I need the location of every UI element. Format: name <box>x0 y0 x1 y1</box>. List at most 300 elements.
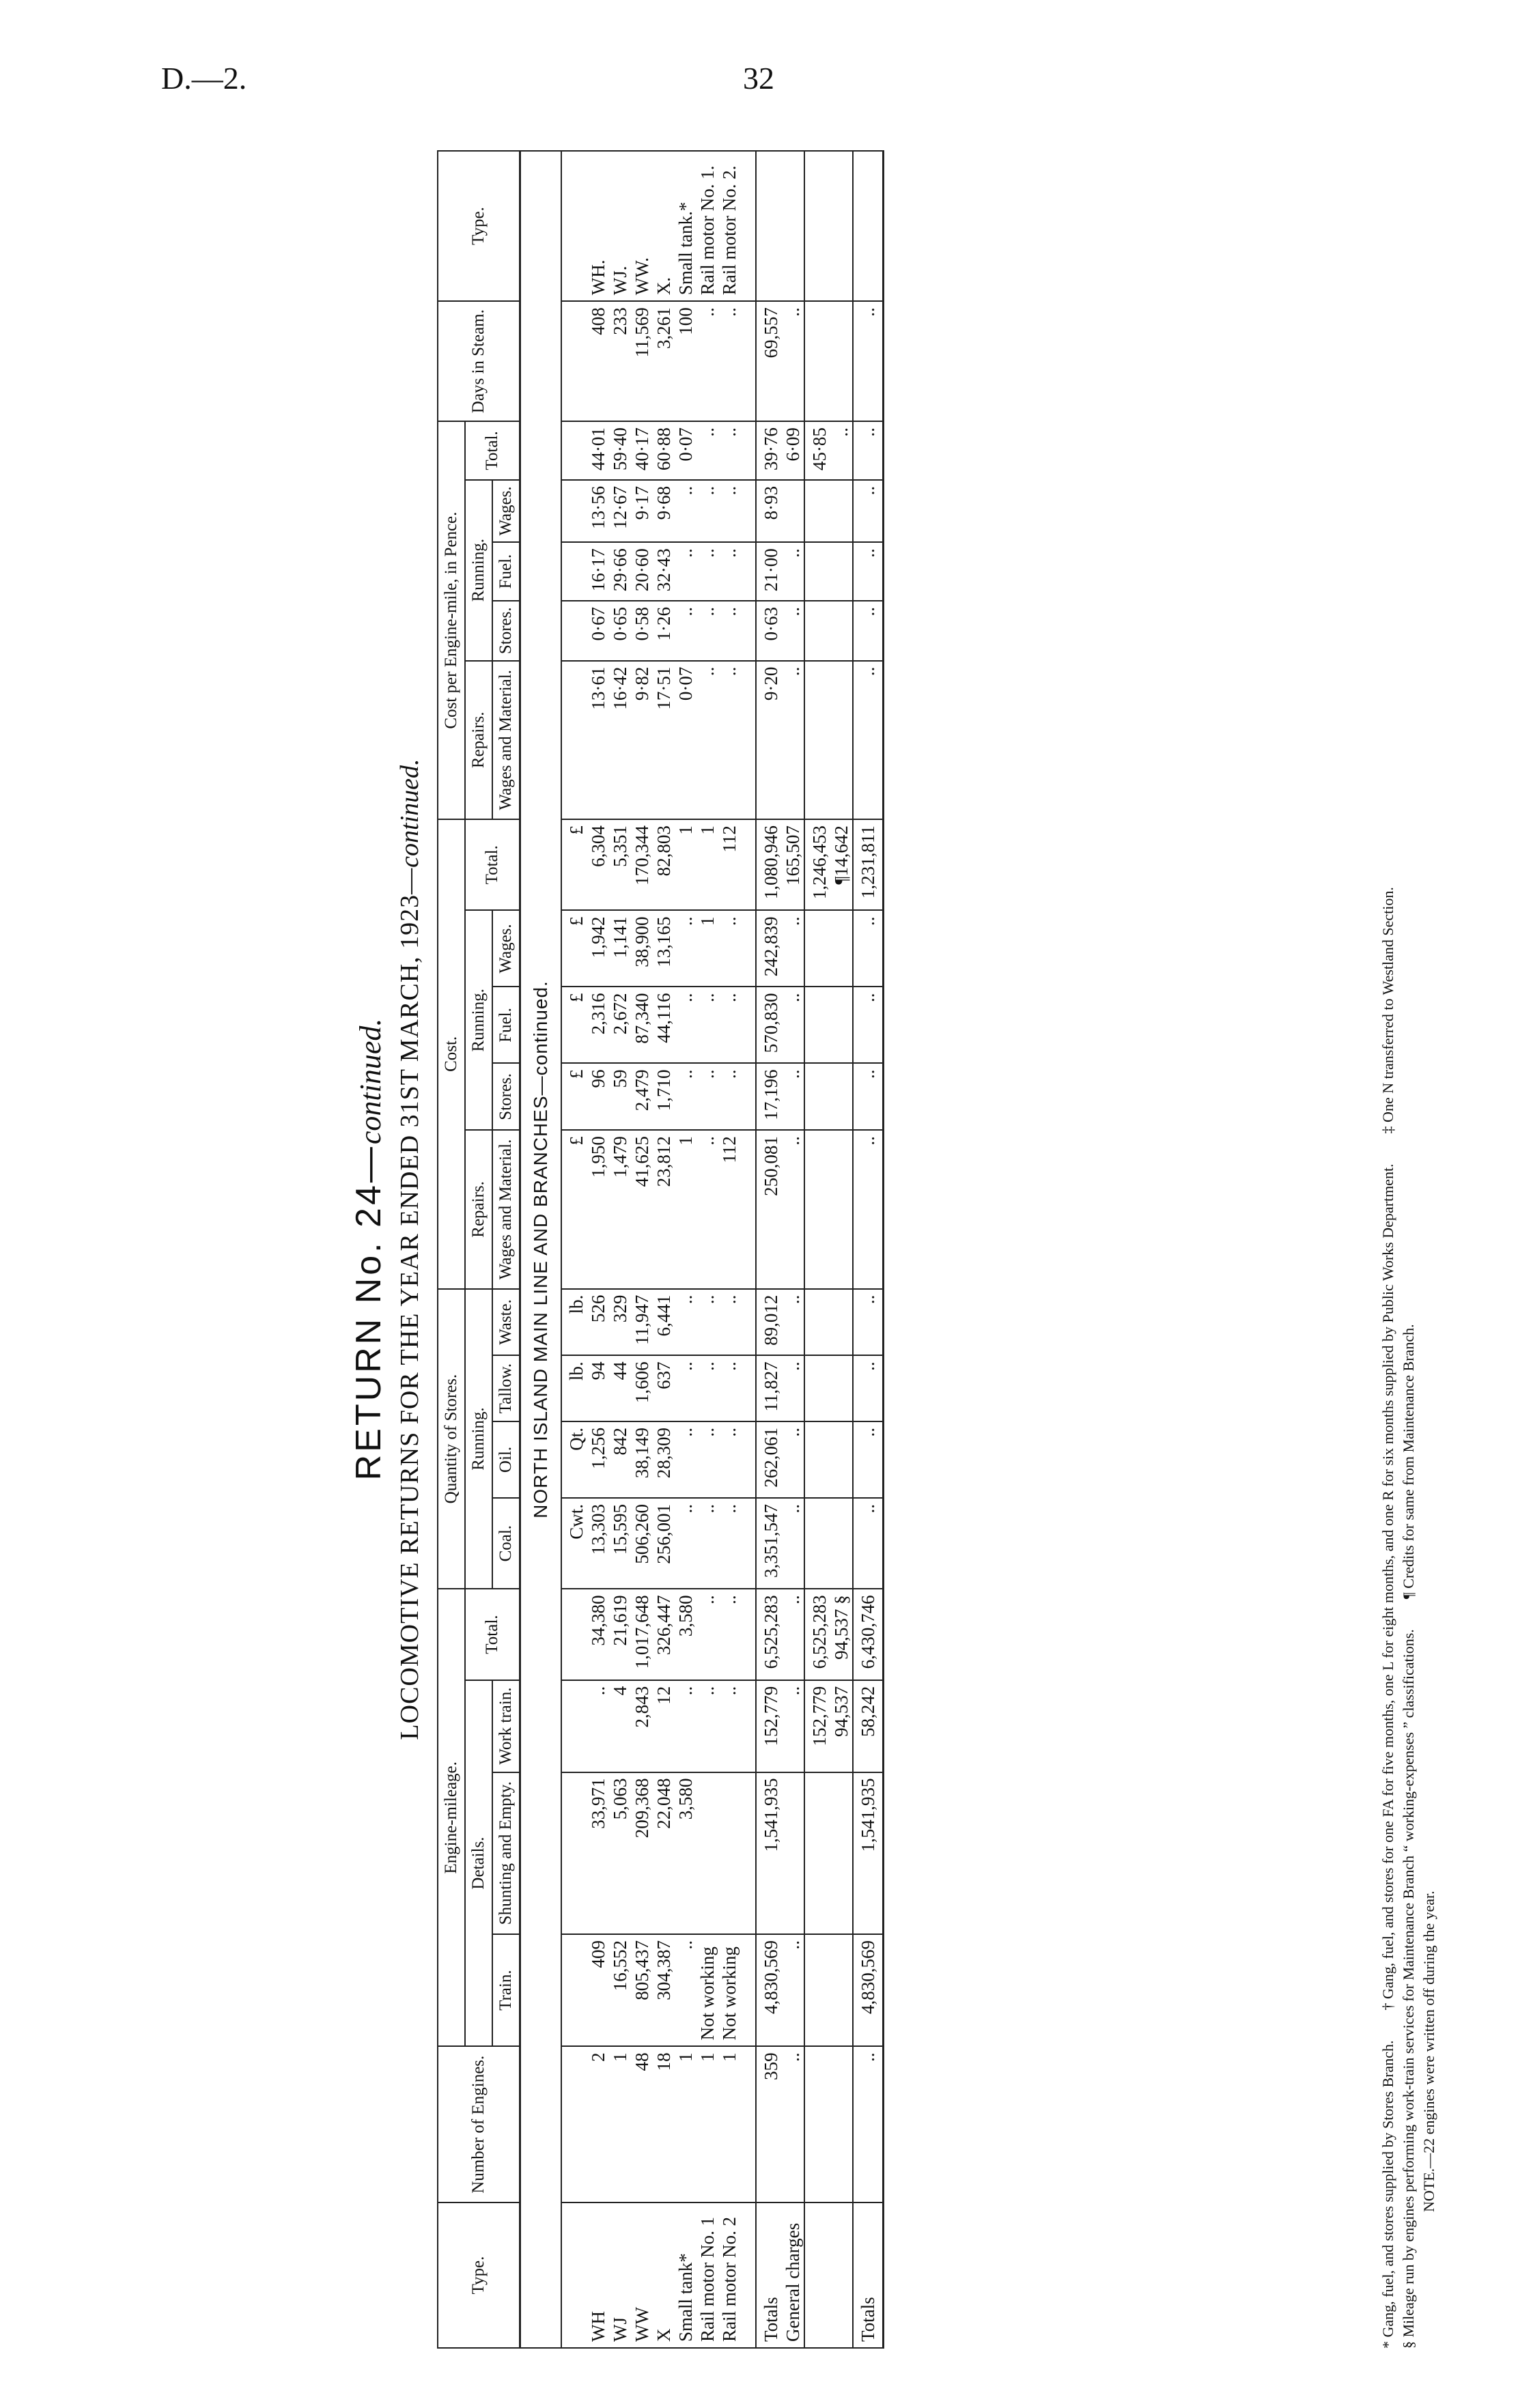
cell-oil: 842 <box>609 1421 631 1498</box>
cell-coal: .. <box>696 1498 718 1589</box>
cell-work: 2,843 <box>631 1680 653 1772</box>
col-cost-wages-material: Wages and Material. <box>492 1130 520 1289</box>
cell-c-sto: 1,710 <box>653 1063 675 1130</box>
return-subtitle <box>395 123 425 2376</box>
final-c-wag: .. <box>853 911 884 987</box>
cell-oil: .. <box>675 1421 696 1498</box>
cell-days: .. <box>696 301 718 421</box>
cell-p-wag: .. <box>675 480 696 542</box>
cell-total: 1,017,648 <box>631 1589 653 1680</box>
cell-waste: .. <box>675 1289 696 1356</box>
cell-tallow: .. <box>696 1355 718 1421</box>
totals-p-rep: 9·20 <box>756 661 782 820</box>
cell-type: Rail motor No. 2 <box>718 2202 740 2348</box>
col-stores-running: Running. <box>465 1289 492 1589</box>
table-row <box>675 151 696 2348</box>
final-total: 6,430,746 <box>853 1589 884 1680</box>
cell-c-fuel: 2,316 <box>587 987 609 1063</box>
general-tallow: .. <box>782 1355 804 1421</box>
cell-tallow: .. <box>718 1355 740 1421</box>
totals-tallow: 11,827 <box>756 1355 782 1421</box>
unit-cell <box>561 661 587 820</box>
final-p-fuel: .. <box>853 542 884 601</box>
cell-c-tot: 82,803 <box>653 819 675 910</box>
totals-waste: 89,012 <box>756 1289 782 1356</box>
cell-c-wag: 13,165 <box>653 911 675 987</box>
subtotal-c-tot-a: 1,246,453 <box>804 819 830 910</box>
cell-work: .. <box>675 1680 696 1772</box>
cell-shunt: 22,048 <box>653 1772 675 1934</box>
cell-shunt: 5,063 <box>609 1772 631 1934</box>
cell-c-fuel: .. <box>696 987 718 1063</box>
cell-p-wag: 9·17 <box>631 480 653 542</box>
general-work: .. <box>782 1680 804 1772</box>
totals-c-rep: 250,081 <box>756 1130 782 1289</box>
rotated-table-page <box>273 123 1520 2376</box>
final-coal: .. <box>853 1498 884 1589</box>
general-c-tot: 165,507 <box>782 819 804 910</box>
cell-num: 2 <box>587 2046 609 2202</box>
table-row <box>718 151 740 2348</box>
totals-work: 152,779 <box>756 1680 782 1772</box>
totals-shunt: 1,541,935 <box>756 1772 782 1934</box>
cell-c-tot: 1 <box>675 819 696 910</box>
cell-oil: .. <box>696 1421 718 1498</box>
unit-cell <box>561 1772 587 1934</box>
unit-total: £ <box>561 819 587 910</box>
col-details: Details. <box>465 1680 492 2047</box>
col-work-train: Work train. <box>492 1680 520 1772</box>
cell-days: 408 <box>587 301 609 421</box>
cell-p-sto: .. <box>675 601 696 661</box>
cell-p-fuel: 16·17 <box>587 542 609 601</box>
totals-label: Totals <box>756 2202 782 2348</box>
cell-type2: Small tank.* <box>675 151 696 301</box>
cell-type2: WJ. <box>609 151 631 301</box>
return-title-cont: continued. <box>354 1018 387 1145</box>
totals-c-sto: 17,196 <box>756 1063 782 1130</box>
general-total: .. <box>782 1589 804 1680</box>
cell-shunt: 3,580 <box>675 1772 696 1934</box>
cell-p-wag: 9·68 <box>653 480 675 542</box>
cell-total: 21,619 <box>609 1589 631 1680</box>
cell-p-sto: .. <box>718 601 740 661</box>
unit-waste: lb. <box>561 1289 587 1356</box>
general-oil: .. <box>782 1421 804 1498</box>
return-title-text: RETURN No. 24— <box>349 1144 389 1481</box>
cell-p-tot: 59·40 <box>609 421 631 480</box>
footnote-westland: ‡ One N transferred to Westland Section. <box>1379 887 1396 1134</box>
cell-c-rep: 23,812 <box>653 1130 675 1289</box>
cell-type: Rail motor No. 1 <box>696 2202 718 2348</box>
final-p-tot: .. <box>853 421 884 480</box>
cell-type: Small tank* <box>675 2202 696 2348</box>
general-c-fuel: .. <box>782 987 804 1063</box>
cell-c-wag: 1,141 <box>609 911 631 987</box>
totals-c-wag: 242,839 <box>756 911 782 987</box>
final-work: 58,242 <box>853 1680 884 1772</box>
cell-c-wag: 1,942 <box>587 911 609 987</box>
subtotal-total-a: 6,525,283 <box>804 1589 830 1680</box>
cell-p-wag: 13·56 <box>587 480 609 542</box>
final-tallow: .. <box>853 1355 884 1421</box>
return-title <box>348 123 389 2376</box>
col-quantity-stores: Quantity of Stores. <box>438 1289 465 1589</box>
cell-oil: 38,149 <box>631 1421 653 1498</box>
col-type-right: Type. <box>438 151 520 301</box>
unit-cell <box>561 2202 587 2348</box>
totals-p-tot: 39·76 <box>756 421 782 480</box>
general-coal: .. <box>782 1498 804 1589</box>
data-rows <box>587 151 740 2348</box>
col-days-in-steam: Days in Steam. <box>438 301 520 421</box>
page-number: 32 <box>743 61 774 96</box>
footnote-credits: ¶ Credits for same from Maintenance Branch. <box>1400 1324 1417 1600</box>
cell-total: .. <box>696 1589 718 1680</box>
col-pence-wages: Wages. <box>492 480 520 542</box>
cell-train: Not working <box>718 1934 740 2046</box>
cell-p-rep: .. <box>718 661 740 820</box>
cell-total: .. <box>718 1589 740 1680</box>
col-cost-fuel: Fuel. <box>492 987 520 1063</box>
unit-coal: Cwt. <box>561 1498 587 1589</box>
footnote-line-1 <box>1379 150 1397 2349</box>
section-row <box>520 151 562 2348</box>
cell-p-wag: 12·67 <box>609 480 631 542</box>
cell-p-fuel: .. <box>696 542 718 601</box>
table-row <box>609 151 631 2348</box>
cell-p-fuel: .. <box>675 542 696 601</box>
footnote-public-works: † Gang, fuel, and stores for one FA for five months, one L for eight months, and one R for six months supplied by Public Works Department. <box>1379 1163 1396 2011</box>
final-oil: .. <box>853 1421 884 1498</box>
cell-c-sto: .. <box>696 1063 718 1130</box>
table-row <box>653 151 675 2348</box>
cell-p-sto: .. <box>696 601 718 661</box>
general-shunt <box>782 1772 804 1934</box>
unit-tallow: lb. <box>561 1355 587 1421</box>
cell-c-rep: 41,625 <box>631 1130 653 1289</box>
general-c-rep: .. <box>782 1130 804 1289</box>
col-shunting: Shunting and Empty. <box>492 1772 520 1934</box>
units-row <box>561 151 587 2348</box>
col-mileage-total: Total. <box>465 1589 520 1680</box>
unit-oil: Qt. <box>561 1421 587 1498</box>
totals-coal: 3,351,547 <box>756 1498 782 1589</box>
cell-p-tot: 60·88 <box>653 421 675 480</box>
totals-train: 4,830,569 <box>756 1934 782 2046</box>
totals-oil: 262,061 <box>756 1421 782 1498</box>
col-pence-stores: Stores. <box>492 601 520 661</box>
cell-c-wag: .. <box>675 911 696 987</box>
cell-p-rep: .. <box>696 661 718 820</box>
final-totals-row <box>853 151 884 2348</box>
cell-days: 233 <box>609 301 631 421</box>
cell-c-wag: .. <box>718 911 740 987</box>
cell-num: 18 <box>653 2046 675 2202</box>
final-shunt: 1,541,935 <box>853 1772 884 1934</box>
subtotal-work-b: 94,537 <box>830 1680 853 1772</box>
final-num: .. <box>853 2046 884 2202</box>
general-c-wag: .. <box>782 911 804 987</box>
cell-train: 409 <box>587 1934 609 2046</box>
unit-fuel: £ <box>561 987 587 1063</box>
cell-c-sto: 2,479 <box>631 1063 653 1130</box>
cell-type: X <box>653 2202 675 2348</box>
cell-days: 100 <box>675 301 696 421</box>
general-train: .. <box>782 1934 804 2046</box>
footnote-line-2 <box>1400 150 1418 2349</box>
general-p-wag <box>782 480 804 542</box>
table-row <box>631 151 653 2348</box>
cell-p-wag: .. <box>718 480 740 542</box>
cell-num: 1 <box>609 2046 631 2202</box>
totals-type <box>756 151 782 301</box>
final-waste: .. <box>853 1289 884 1356</box>
col-oil: Oil. <box>492 1421 520 1498</box>
totals-p-fuel: 21·00 <box>756 542 782 601</box>
totals-c-fuel: 570,830 <box>756 987 782 1063</box>
col-cost-per-mile: Cost per Engine-mile, in Pence. <box>438 421 465 819</box>
unit-cell <box>561 542 587 601</box>
col-pence-running: Running. <box>465 480 492 661</box>
cell-shunt <box>696 1772 718 1934</box>
section-title: NORTH ISLAND MAIN LINE AND BRANCHES—continued. <box>520 151 562 2348</box>
cell-waste: 11,947 <box>631 1289 653 1356</box>
cell-train: 304,387 <box>653 1934 675 2046</box>
cell-type: WJ <box>609 2202 631 2348</box>
col-cost: Cost. <box>438 819 465 1289</box>
cell-c-tot: 5,351 <box>609 819 631 910</box>
cell-coal: .. <box>718 1498 740 1589</box>
cell-type2: WW. <box>631 151 653 301</box>
col-waste: Waste. <box>492 1289 520 1356</box>
cell-c-rep: 1,950 <box>587 1130 609 1289</box>
return-subtitle-cont: continued. <box>395 759 424 868</box>
general-waste: .. <box>782 1289 804 1356</box>
cell-total: 326,447 <box>653 1589 675 1680</box>
cell-coal: .. <box>675 1498 696 1589</box>
cell-p-wag: .. <box>696 480 718 542</box>
final-days: .. <box>853 301 884 421</box>
subtotal-row-a <box>804 151 830 2348</box>
col-train: Train. <box>492 1934 520 2046</box>
cell-work: .. <box>587 1680 609 1772</box>
cell-c-fuel: .. <box>675 987 696 1063</box>
cell-work: 12 <box>653 1680 675 1772</box>
cell-type: WH <box>587 2202 609 2348</box>
cell-type2: Rail motor No. 2. <box>718 151 740 301</box>
final-c-tot: 1,231,811 <box>853 819 884 910</box>
general-p-tot: 6·09 <box>782 421 804 480</box>
cell-waste: 526 <box>587 1289 609 1356</box>
cell-p-tot: 40·17 <box>631 421 653 480</box>
totals-p-wag: 8·93 <box>756 480 782 542</box>
cell-c-sto: .. <box>675 1063 696 1130</box>
cell-p-sto: 1·26 <box>653 601 675 661</box>
col-cost-stores: Stores. <box>492 1063 520 1130</box>
col-pence-repairs: Repairs. <box>465 661 492 820</box>
cell-work: .. <box>718 1680 740 1772</box>
cell-days: 3,261 <box>653 301 675 421</box>
footnote-line-3 <box>1420 14 1438 2212</box>
col-number-engines: Number of Engines. <box>438 2046 520 2202</box>
general-num: .. <box>782 2046 804 2202</box>
cell-tallow: 1,606 <box>631 1355 653 1421</box>
cell-p-tot: 0·07 <box>675 421 696 480</box>
table-row <box>587 151 609 2348</box>
spacer-row <box>740 151 756 2348</box>
unit-repairs: £ <box>561 1130 587 1289</box>
return-subtitle-text: LOCOMOTIVE RETURNS FOR THE YEAR ENDED 31ST MARCH, 1923— <box>395 867 424 1740</box>
cell-tallow: .. <box>675 1355 696 1421</box>
col-tallow: Tallow. <box>492 1355 520 1421</box>
general-p-sto: .. <box>782 601 804 661</box>
col-cost-running: Running. <box>465 911 492 1131</box>
cell-coal: 13,303 <box>587 1498 609 1589</box>
cell-num: 1 <box>696 2046 718 2202</box>
cell-c-fuel: .. <box>718 987 740 1063</box>
cell-oil: 28,309 <box>653 1421 675 1498</box>
cell-tallow: 44 <box>609 1355 631 1421</box>
cell-c-fuel: 87,340 <box>631 987 653 1063</box>
cell-total: 34,380 <box>587 1589 609 1680</box>
cell-c-rep: 112 <box>718 1130 740 1289</box>
final-p-rep: .. <box>853 661 884 820</box>
subtotal-c-tot-b: ¶14,642 <box>830 819 853 910</box>
subtotal-total-b: 94,537 § <box>830 1589 853 1680</box>
col-coal: Coal. <box>492 1498 520 1589</box>
cell-waste: .. <box>718 1289 740 1356</box>
cell-days: 11,569 <box>631 301 653 421</box>
col-pence-total: Total. <box>465 421 520 480</box>
unit-cell <box>561 1680 587 1772</box>
final-label: Totals <box>853 2202 884 2348</box>
cell-waste: .. <box>696 1289 718 1356</box>
cell-c-rep: 1,479 <box>609 1130 631 1289</box>
cell-num: 48 <box>631 2046 653 2202</box>
cell-total: 3,580 <box>675 1589 696 1680</box>
cell-coal: 256,001 <box>653 1498 675 1589</box>
cell-p-fuel: .. <box>718 542 740 601</box>
cell-c-fuel: 2,672 <box>609 987 631 1063</box>
cell-num: 1 <box>718 2046 740 2202</box>
cell-coal: 15,595 <box>609 1498 631 1589</box>
unit-stores: £ <box>561 1063 587 1130</box>
cell-train: .. <box>675 1934 696 2046</box>
cell-c-sto: 59 <box>609 1063 631 1130</box>
col-cost-repairs: Repairs. <box>465 1130 492 1289</box>
cell-type2: Rail motor No. 1. <box>696 151 718 301</box>
totals-num: 359 <box>756 2046 782 2202</box>
cell-p-fuel: 32·43 <box>653 542 675 601</box>
cell-p-rep: 16·42 <box>609 661 631 820</box>
subtotal-p-tot-b: .. <box>830 421 853 480</box>
cell-shunt: 209,368 <box>631 1772 653 1934</box>
cell-c-tot: 6,304 <box>587 819 609 910</box>
locomotive-returns-table <box>437 150 884 2349</box>
cell-work: .. <box>696 1680 718 1772</box>
totals-p-sto: 0·63 <box>756 601 782 661</box>
totals-days: 69,557 <box>756 301 782 421</box>
unit-cell <box>561 1934 587 2046</box>
general-charges-row <box>782 151 804 2348</box>
general-type <box>782 151 804 301</box>
cell-tallow: 637 <box>653 1355 675 1421</box>
final-p-sto: .. <box>853 601 884 661</box>
footnote-mileage: § Mileage run by engines performing work-train services for Maintenance Branch “ working-expenses ” classifications. <box>1400 1629 1417 2349</box>
cell-p-rep: 13·61 <box>587 661 609 820</box>
unit-cell <box>561 151 587 301</box>
final-c-fuel: .. <box>853 987 884 1063</box>
cell-p-fuel: 29·66 <box>609 542 631 601</box>
general-p-rep: .. <box>782 661 804 820</box>
cell-type: WW <box>631 2202 653 2348</box>
footnote-stores: * Gang, fuel, and stores supplied by Stores Branch. <box>1379 2040 1396 2349</box>
cell-p-rep: 0·07 <box>675 661 696 820</box>
cell-c-tot: 112 <box>718 819 740 910</box>
col-engine-mileage: Engine-mileage. <box>438 1589 465 2046</box>
cell-waste: 6,441 <box>653 1289 675 1356</box>
cell-p-sto: 0·67 <box>587 601 609 661</box>
cell-coal: 506,260 <box>631 1498 653 1589</box>
col-pence-wages-material: Wages and Material. <box>492 661 520 820</box>
cell-c-wag: 38,900 <box>631 911 653 987</box>
col-cost-total: Total. <box>465 819 520 910</box>
general-p-fuel: .. <box>782 542 804 601</box>
cell-num: 1 <box>675 2046 696 2202</box>
cell-train: Not working <box>696 1934 718 2046</box>
unit-cell <box>561 480 587 542</box>
cell-shunt: 33,971 <box>587 1772 609 1934</box>
table-row <box>696 151 718 2348</box>
general-c-sto: .. <box>782 1063 804 1130</box>
cell-p-tot: 44·01 <box>587 421 609 480</box>
subtotal-row-b <box>830 151 853 2348</box>
cell-oil: .. <box>718 1421 740 1498</box>
cell-type2: WH. <box>587 151 609 301</box>
general-label: General charges <box>782 2202 804 2348</box>
cell-p-fuel: 20·60 <box>631 542 653 601</box>
cell-p-rep: 9·82 <box>631 661 653 820</box>
cell-p-sto: 0·65 <box>609 601 631 661</box>
cell-p-rep: 17·51 <box>653 661 675 820</box>
unit-cell <box>561 601 587 661</box>
final-c-sto: .. <box>853 1063 884 1130</box>
cell-c-tot: 170,344 <box>631 819 653 910</box>
unit-cell <box>561 421 587 480</box>
final-c-rep: .. <box>853 1130 884 1289</box>
subtotal-work-a: 152,779 <box>804 1680 830 1772</box>
cell-train: 805,437 <box>631 1934 653 2046</box>
cell-p-tot: .. <box>718 421 740 480</box>
footnote-note: NOTE.—22 engines were written off during the year. <box>1420 1890 1437 2212</box>
col-pence-fuel: Fuel. <box>492 542 520 601</box>
col-type: Type. <box>438 2202 520 2348</box>
unit-cell <box>561 2046 587 2202</box>
totals-row <box>756 151 782 2348</box>
cell-c-rep: .. <box>696 1130 718 1289</box>
cell-work: 4 <box>609 1680 631 1772</box>
cell-c-fuel: 44,116 <box>653 987 675 1063</box>
cell-c-sto: 96 <box>587 1063 609 1130</box>
cell-waste: 329 <box>609 1289 631 1356</box>
subtotal-p-tot: 45·85 <box>804 421 830 480</box>
cell-c-sto: .. <box>718 1063 740 1130</box>
totals-c-tot: 1,080,946 <box>756 819 782 910</box>
final-train: 4,830,569 <box>853 1934 884 2046</box>
cell-tallow: 94 <box>587 1355 609 1421</box>
page-header-left: D.—2. <box>161 61 247 96</box>
